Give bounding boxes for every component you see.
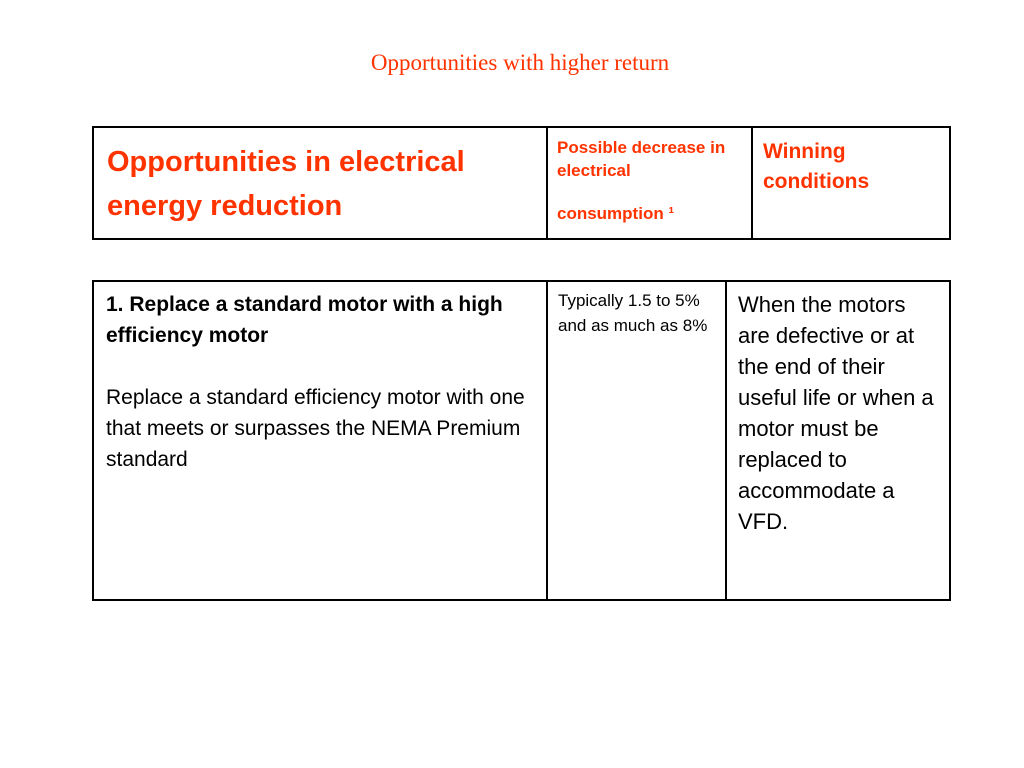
opportunity-heading: 1. Replace a standard motor with a high efficiency motor bbox=[106, 293, 503, 347]
opportunity-content bbox=[94, 282, 546, 475]
header-decrease-text bbox=[548, 128, 751, 225]
header-row bbox=[93, 127, 950, 239]
header-table bbox=[92, 126, 951, 240]
cell-decrease bbox=[547, 281, 726, 600]
header-cell-conditions bbox=[752, 127, 950, 239]
conditions-text: When the motors are defective or at the end of their useful life or when a motor must be replaced to accommodate a VFD. bbox=[738, 292, 934, 534]
cell-opportunity bbox=[93, 281, 547, 600]
header-cell-opportunities bbox=[93, 127, 547, 239]
header-conditions-text: Winning conditions bbox=[763, 140, 870, 193]
header-decrease-line1: Possible decrease in electrical bbox=[557, 138, 726, 180]
slide-title: Opportunities with higher return bbox=[370, 50, 670, 75]
header-opportunities-text: Opportunities in electrical energy reduction bbox=[107, 146, 465, 222]
body-table bbox=[92, 280, 951, 601]
header-decrease-line2: consumption ¹ bbox=[557, 204, 675, 223]
table-row bbox=[93, 281, 950, 600]
decrease-text: Typically 1.5 to 5% and as much as 8% bbox=[558, 291, 708, 335]
header-cell-decrease bbox=[547, 127, 752, 239]
cell-conditions bbox=[726, 281, 950, 600]
opportunity-description: Replace a standard efficiency motor with one that meets or surpasses the NEMA Premium standard bbox=[106, 386, 525, 471]
